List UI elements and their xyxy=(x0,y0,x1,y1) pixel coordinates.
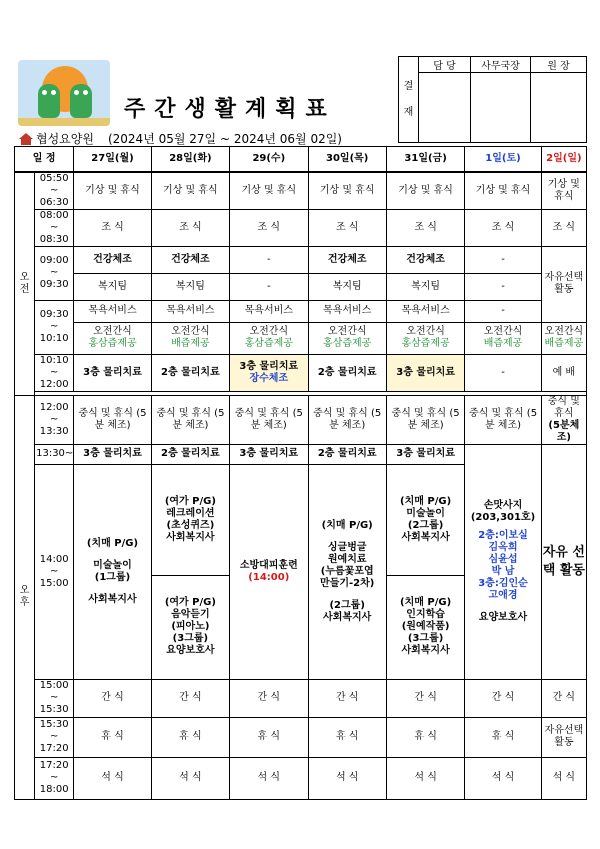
cell-bath: 목욕서비스 xyxy=(230,300,308,322)
cell-snack-am: 오전간식 배즙제공 xyxy=(151,322,229,354)
table-row xyxy=(15,322,587,354)
cell-breakfast: 조 식 xyxy=(465,209,541,246)
cell-tue-program-top: (여가 P/G) 레크레이션 (초성퀴즈) 사회복지사 xyxy=(151,464,229,575)
cell-mon-program: (치매 P/G) 미술놀이 (1그룹) 사회복지사 xyxy=(74,464,151,679)
cell-empty: - xyxy=(465,300,541,322)
time-cell: 15:30 ~ 17:20 xyxy=(35,717,74,757)
cell-dinner: 석 식 xyxy=(308,757,386,799)
time-cell: 08:00 ~ 08:30 xyxy=(35,209,74,246)
cell-physio: 3층 물리치료 xyxy=(386,354,464,391)
cell-wake: 기상 및 휴식 xyxy=(386,172,464,210)
cell-empty: - xyxy=(465,246,541,273)
day-header-sat: 1일(토) xyxy=(465,147,541,172)
time-cell: 15:00 ~ 15:30 xyxy=(35,679,74,717)
cell-bath: 목욕서비스 xyxy=(74,300,151,322)
cell-lunch: 중식 및 휴식 (5분 체조) xyxy=(74,395,151,444)
day-header-mon: 27일(월) xyxy=(74,147,151,172)
subtitle-row xyxy=(18,130,342,147)
cell-physio: 3층 물리치료 xyxy=(230,444,308,464)
cell-empty: - xyxy=(230,273,308,300)
cell-empty: - xyxy=(465,354,541,391)
approval-label: 결 재 xyxy=(399,57,419,143)
cell-wake: 기상 및 휴식 xyxy=(308,172,386,210)
date-range: (2024년 05월 27일 ~ 2024년 06월 02일) xyxy=(107,132,342,146)
table-row xyxy=(15,209,587,246)
cell-breakfast: 조 식 xyxy=(230,209,308,246)
approval-col-director: 원 장 xyxy=(531,57,587,73)
cell-dinner: 석 식 xyxy=(74,757,151,799)
cell-snack-pm: 간 식 xyxy=(308,679,386,717)
cell-empty: - xyxy=(230,246,308,273)
cell-thu-program: (치매 P/G) 싱글벙글 원예치료 (누름꽃포엽 만들기-2차) (2그룹) 사회복지사 xyxy=(308,464,386,679)
cell-snack-am: 오전간식 홍삼즙제공 xyxy=(308,322,386,354)
cell-tue-program-bottom: (여가 P/G) 음악듣기 (피아노) (3그룹) 요양보호사 xyxy=(151,575,229,679)
cell-breakfast: 조 식 xyxy=(308,209,386,246)
table-row xyxy=(15,354,587,391)
time-cell: 13:30~ xyxy=(35,444,74,464)
cell-rest: 휴 식 xyxy=(465,717,541,757)
cell-free-activity: 자유선택 활동 xyxy=(541,717,586,757)
cell-breakfast: 조 식 xyxy=(541,209,586,246)
cell-wake: 기상 및 휴식 xyxy=(465,172,541,210)
cell-snack-pm: 간 식 xyxy=(151,679,229,717)
cell-breakfast: 조 식 xyxy=(386,209,464,246)
cell-rest: 휴 식 xyxy=(230,717,308,757)
pm-label: 오 후 xyxy=(15,395,35,799)
am-label: 오 전 xyxy=(15,172,35,396)
cell-dinner: 석 식 xyxy=(541,757,586,799)
table-row xyxy=(15,717,587,757)
day-header-thu: 30일(목) xyxy=(308,147,386,172)
house-icon xyxy=(18,133,34,145)
time-cell: 10:10 ~ 12:00 xyxy=(35,354,74,391)
time-cell: 12:00 ~ 13:30 xyxy=(35,395,74,444)
table-row xyxy=(15,444,587,464)
approval-col-manager: 사무국장 xyxy=(471,57,531,73)
table-row xyxy=(15,246,587,273)
org-name: 협성요양원 xyxy=(36,132,94,146)
table-row xyxy=(15,300,587,322)
time-cell: 05:50 ~ 06:30 xyxy=(35,172,74,210)
cell-snack-am: 오전간식 배즙제공 xyxy=(541,322,586,354)
table-row xyxy=(15,395,587,444)
cell-dinner: 석 식 xyxy=(230,757,308,799)
cell-rest: 휴 식 xyxy=(386,717,464,757)
approval-box xyxy=(398,56,587,143)
cell-rest: 휴 식 xyxy=(74,717,151,757)
cell-welfare: 복지팀 xyxy=(74,273,151,300)
table-row xyxy=(15,172,587,210)
cell-lunch: 중식 및 휴식 (5분 체조) xyxy=(230,395,308,444)
day-header-wed: 29(수) xyxy=(230,147,308,172)
cell-physio-wed: 3층 물리치료 장수체조 xyxy=(230,354,308,391)
cell-wake: 기상 및 휴식 xyxy=(541,172,586,210)
cell-bath: 목욕서비스 xyxy=(386,300,464,322)
cell-dinner: 석 식 xyxy=(386,757,464,799)
cell-rest: 휴 식 xyxy=(151,717,229,757)
header-row xyxy=(15,147,587,172)
approval-cell[interactable] xyxy=(471,73,531,143)
table-row xyxy=(15,273,587,300)
cell-empty: - xyxy=(465,273,541,300)
cell-physio: 3층 물리치료 xyxy=(386,444,464,464)
cell-snack-am: 오전간식 홍삼즙제공 xyxy=(230,322,308,354)
cell-snack-pm: 간 식 xyxy=(74,679,151,717)
cell-snack-pm: 간 식 xyxy=(230,679,308,717)
period-header: 일 정 xyxy=(15,147,74,172)
approval-col-staff: 담 당 xyxy=(419,57,471,73)
cell-sun-free-activity: 자유 선택 활동 xyxy=(541,444,586,679)
cell-wake: 기상 및 휴식 xyxy=(74,172,151,210)
cell-wake: 기상 및 휴식 xyxy=(151,172,229,210)
cell-dinner: 석 식 xyxy=(151,757,229,799)
cell-welfare: 복지팀 xyxy=(386,273,464,300)
approval-cell[interactable] xyxy=(419,73,471,143)
mascot-illustration xyxy=(70,84,92,118)
approval-cell[interactable] xyxy=(531,73,587,143)
cell-bath: 목욕서비스 xyxy=(308,300,386,322)
cell-rest: 휴 식 xyxy=(308,717,386,757)
day-header-sun: 2일(일) xyxy=(541,147,586,172)
cell-free-activity: 자유선택 활동 xyxy=(541,246,586,322)
time-cell: 09:30 ~ 10:10 xyxy=(35,300,74,354)
table-row xyxy=(15,679,587,717)
cell-snack-am: 오전간식 배즙제공 xyxy=(465,322,541,354)
cell-welfare: 복지팀 xyxy=(151,273,229,300)
cell-lunch: 중식 및 휴식 (5분 체조) xyxy=(308,395,386,444)
cell-physio: 3층 물리치료 xyxy=(74,444,151,464)
mascot-illustration xyxy=(38,84,60,118)
cell-health: 건강체조 xyxy=(151,246,229,273)
cell-snack-am: 오전간식 홍삼즙제공 xyxy=(74,322,151,354)
cell-health: 건강체조 xyxy=(74,246,151,273)
cell-sat-massage: 손맛사지 (203,301호) 2층:이보실 김옥희 심윤섭 박 남 3층:김인순 고애경 요양보호사 xyxy=(465,444,541,679)
cell-welfare: 복지팀 xyxy=(308,273,386,300)
day-header-tue: 28일(화) xyxy=(151,147,229,172)
cell-lunch: 중식 및 휴식 (5분 체조) xyxy=(465,395,541,444)
time-cell: 14:00 ~ 15:00 xyxy=(35,464,74,679)
cell-snack-pm: 간 식 xyxy=(386,679,464,717)
cell-snack-pm: 간 식 xyxy=(465,679,541,717)
cell-lunch: 중식 및 휴식 (5분 체조) xyxy=(151,395,229,444)
cell-breakfast: 조 식 xyxy=(151,209,229,246)
cell-fri-program-top: (치매 P/G) 미술놀이 (2그룹) 사회복지사 xyxy=(386,464,464,575)
cell-lunch: 중식 및 휴식 (5분 체조) xyxy=(386,395,464,444)
time-cell: 17:20 ~ 18:00 xyxy=(35,757,74,799)
cell-fri-program-bottom: (치매 P/G) 인지학습 (원예작품) (3그룹) 사회복지사 xyxy=(386,575,464,679)
schedule-table xyxy=(14,146,587,800)
cell-physio: 2층 물리치료 xyxy=(151,354,229,391)
cell-breakfast: 조 식 xyxy=(74,209,151,246)
day-header-fri: 31일(금) xyxy=(386,147,464,172)
cell-health: 건강체조 xyxy=(386,246,464,273)
cell-worship: 예 배 xyxy=(541,354,586,391)
cell-wed-program: 소방대피훈련 (14:00) xyxy=(230,464,308,679)
cell-physio: 2층 물리치료 xyxy=(308,354,386,391)
cell-snack-pm: 간 식 xyxy=(541,679,586,717)
cell-physio: 2층 물리치료 xyxy=(308,444,386,464)
cell-physio: 2층 물리치료 xyxy=(151,444,229,464)
cell-wake: 기상 및 휴식 xyxy=(230,172,308,210)
cell-physio: 3층 물리치료 xyxy=(74,354,151,391)
cell-snack-am: 오전간식 홍삼즙제공 xyxy=(386,322,464,354)
logo xyxy=(18,60,110,126)
cell-dinner: 석 식 xyxy=(465,757,541,799)
cell-bath: 목욕서비스 xyxy=(151,300,229,322)
cell-health: 건강체조 xyxy=(308,246,386,273)
time-cell: 09:00 ~ 09:30 xyxy=(35,246,74,300)
page-title: 주간생활계획표 xyxy=(124,97,336,122)
cell-lunch-sun: 중식 및 휴식 (5분체조) xyxy=(541,395,586,444)
table-row xyxy=(15,757,587,799)
